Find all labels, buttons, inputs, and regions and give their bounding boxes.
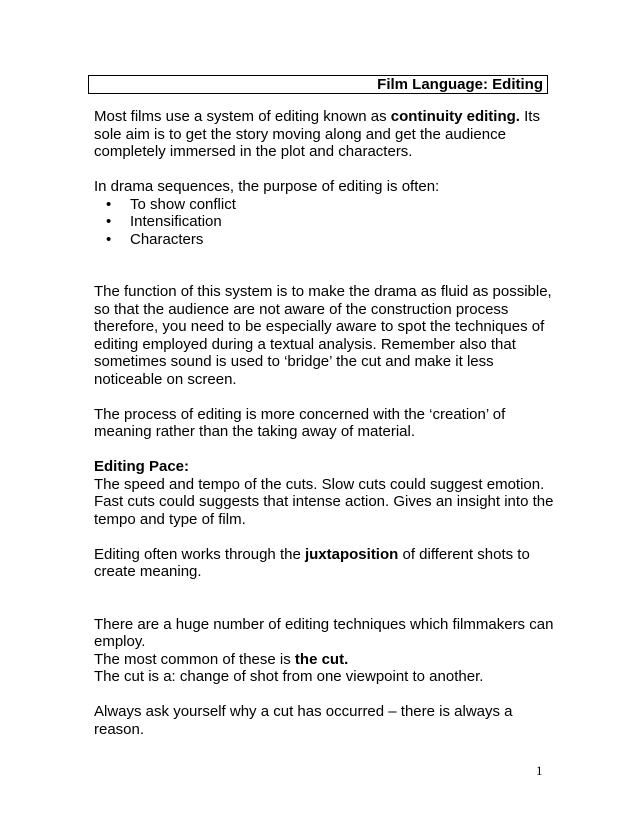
bullet-icon: • [106, 213, 112, 230]
techniques-line-3: The cut is a: change of shot from one viewpoint to another. [94, 668, 484, 685]
juxtaposition-text-1: Editing often works through the [94, 545, 305, 563]
function-paragraph: The function of this system is to make the drama as fluid as possible, so that the audience are not aware of the construction process therefore, you need to be especially aware to spot the techniques of editing employed during a textual analysis. Remember also that sometimes sound is used to ‘bridge’ the cut and make it less noticeable on screen. [94, 283, 552, 388]
editing-pace-paragraph: The speed and tempo of the cuts. Slow cuts could suggest emotion. Fast cuts could suggests that intense action. Gives an insight into the tempo and type of film. [94, 475, 554, 528]
editing-pace-heading: Editing Pace: [94, 458, 190, 475]
juxtaposition-paragraph [94, 546, 556, 581]
techniques-line-2 [94, 651, 556, 669]
bullet-icon: • [106, 230, 112, 248]
process-paragraph: The process of editing is more concerned with the ‘creation’ of meaning rather than the taking away of material. [94, 405, 506, 440]
list-item [106, 196, 556, 214]
list-item [106, 213, 556, 231]
techniques-line-2-text: The most common of these is [94, 650, 295, 668]
intro-paragraph [94, 108, 556, 161]
intro-text-1: Most films use a system of editing known as [94, 108, 391, 125]
list-item-label: Characters [130, 230, 204, 248]
techniques-line-1: There are a huge number of editing techniques which filmmakers can employ. [94, 615, 554, 650]
list-item [106, 231, 556, 249]
the-cut-term: the cut. [294, 650, 349, 668]
purpose-list [94, 196, 556, 249]
intro-text-2: Its sole aim is to get the story moving along and get the audience completely immersed in the plot and characters. [94, 108, 540, 160]
page-title: Film Language: Editing [88, 75, 548, 94]
continuity-editing-term: continuity editing. [390, 108, 520, 125]
list-item-label: To show conflict [130, 195, 236, 213]
page-number: 1 [536, 763, 543, 778]
juxtaposition-text-2: of different shots to create meaning. [94, 545, 530, 580]
bullet-icon: • [106, 195, 112, 213]
drama-intro: In drama sequences, the purpose of editing is often: [94, 178, 440, 195]
document-body [94, 108, 556, 738]
juxtaposition-term: juxtaposition [304, 545, 399, 563]
list-item-label: Intensification [130, 213, 222, 230]
closing-paragraph: Always ask yourself why a cut has occurred – there is always a reason. [94, 703, 513, 738]
